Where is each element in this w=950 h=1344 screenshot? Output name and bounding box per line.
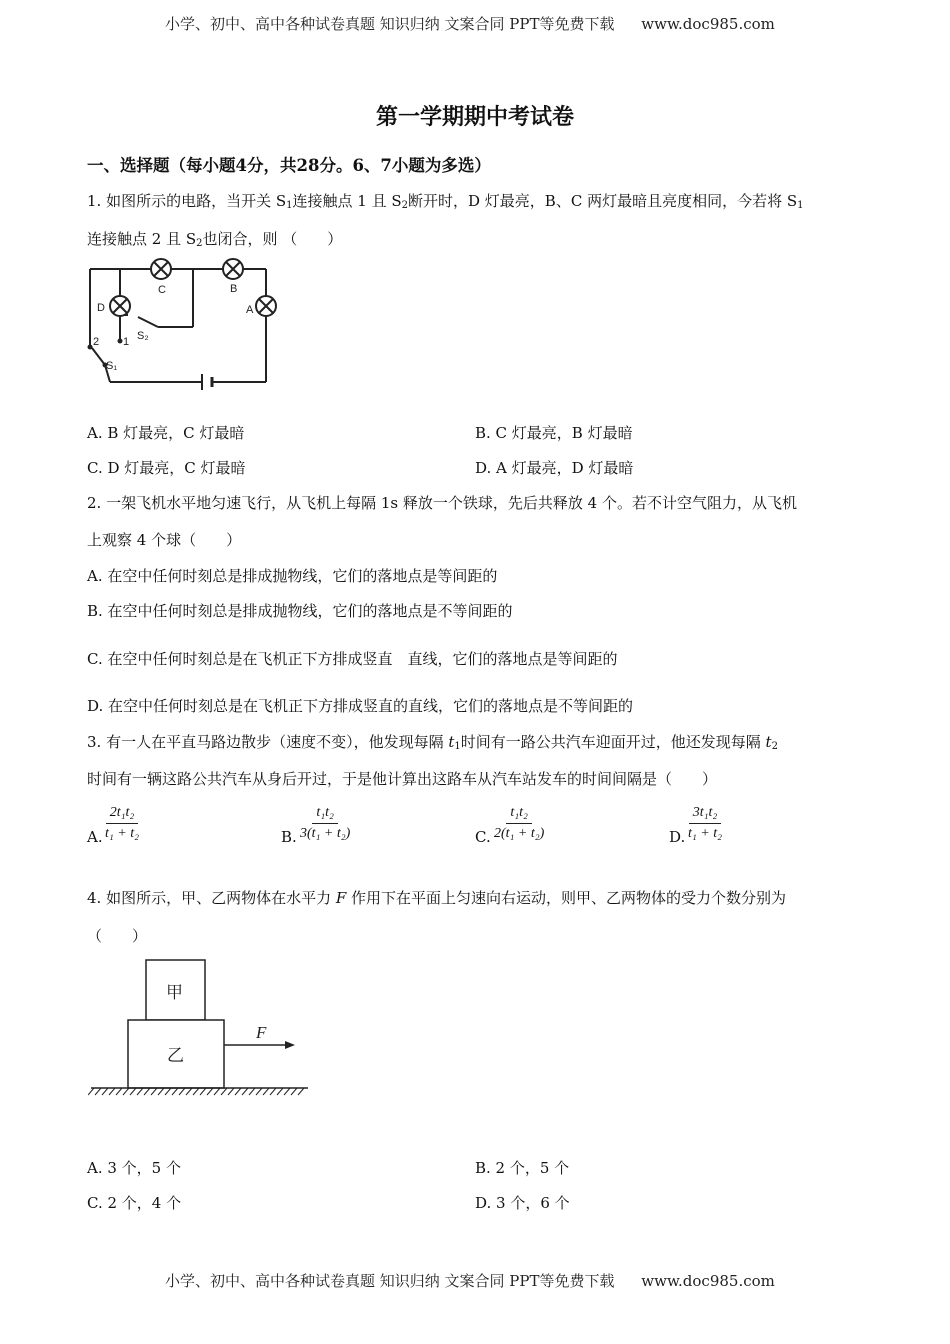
q4-stem-line1 xyxy=(87,887,786,908)
ground-hatch-line xyxy=(200,1088,206,1095)
ground-hatch-line xyxy=(193,1088,199,1095)
header-text: 小学、初中、高中各种试卷真题 知识归纳 文案合同 PPT等免费下载 xyxy=(165,15,615,33)
ground-hatch-line xyxy=(214,1088,220,1095)
page-title: 第一学期期中考试卷 xyxy=(375,104,574,130)
ground-hatch-line xyxy=(242,1088,248,1095)
q3-option-c-label[interactable]: C. xyxy=(475,828,491,846)
fraction-denominator: 3(t₁ + t₂) xyxy=(300,826,351,841)
q2-option-c[interactable]: C. 在空中任何时刻总是在飞机正下方排成竖直 直线，它们的落地点是等间距的 xyxy=(87,650,618,668)
block-yi-label: 乙 xyxy=(167,1046,184,1066)
q1-text: 断开时，D 灯最亮，B、C 两灯最暗且亮度相同，今若将 S xyxy=(408,192,798,210)
ground-hatch-line xyxy=(123,1088,129,1095)
force-label: F xyxy=(256,1023,267,1042)
fraction-denominator: t₁ + t₂ xyxy=(688,826,722,841)
q4-option-c[interactable]: C. 2 个，4 个 xyxy=(87,1194,182,1212)
ground-hatch-line xyxy=(263,1088,269,1095)
q1-text: 连接触点 2 且 S xyxy=(87,230,197,248)
q1-sub: 1 xyxy=(797,200,804,211)
contact-2-label: 2 xyxy=(93,336,100,348)
q3-var: t xyxy=(765,733,772,751)
ground-hatch-line xyxy=(256,1088,262,1095)
switch-s2-label: S₂ xyxy=(137,330,149,342)
fraction-numerator: 2t₁t₂ xyxy=(106,805,139,824)
q4-stem-line2: （ ） xyxy=(87,927,148,945)
q1-stem-line1 xyxy=(87,190,803,211)
q3-option-c-fraction[interactable] xyxy=(494,805,544,842)
ground-hatch-line xyxy=(249,1088,255,1095)
fraction-denominator: t₁ + t₂ xyxy=(105,826,139,841)
q4-option-a[interactable]: A. 3 个，5 个 xyxy=(87,1159,181,1177)
fraction-numerator: 3t₁t₂ xyxy=(689,805,722,824)
lamp-c-label: C xyxy=(158,284,166,296)
ground-hatch-line xyxy=(235,1088,241,1095)
ground-hatch-line xyxy=(158,1088,164,1095)
q3-stem-line2: 时间有一辆这路公共汽车从身后开过，于是他计算出这路车从汽车站发车的时间间隔是（ ） xyxy=(87,770,718,788)
q1-stem-line2 xyxy=(87,228,342,249)
q3-stem-line1 xyxy=(87,731,778,752)
q4-var: F xyxy=(335,889,347,907)
footer-text: 小学、初中、高中各种试卷真题 知识归纳 文案合同 PPT等免费下载 xyxy=(165,1272,615,1290)
q1-sub: 1 xyxy=(286,200,293,211)
ground-hatch-line xyxy=(277,1088,283,1095)
q1-option-d[interactable]: D. A 灯最亮，D 灯最暗 xyxy=(475,459,634,477)
ground-hatch-line xyxy=(88,1088,94,1095)
ground-hatch-line xyxy=(179,1088,185,1095)
ground-hatch-line xyxy=(298,1088,304,1095)
block-jia-label: 甲 xyxy=(166,983,183,1003)
q3-sub: 1 xyxy=(454,741,461,752)
q2-stem-line2: 上观察 4 个球（ ） xyxy=(87,531,242,549)
ground-hatch-line xyxy=(207,1088,213,1095)
q1-option-b[interactable]: B. C 灯最亮，B 灯最暗 xyxy=(475,424,633,442)
ground-hatch-line xyxy=(116,1088,122,1095)
ground-hatch-line xyxy=(165,1088,171,1095)
lamp-d-label: D xyxy=(97,302,105,314)
q1-text: 连接触点 1 且 S xyxy=(292,192,402,210)
q4-option-b[interactable]: B. 2 个，5 个 xyxy=(475,1159,570,1177)
ground-hatch-line xyxy=(144,1088,150,1095)
q1-text: 也闭合，则 （ ） xyxy=(202,230,343,248)
switch-s1-label: S₁ xyxy=(106,360,118,372)
ground-hatch-line xyxy=(137,1088,143,1095)
ground-hatch-line xyxy=(172,1088,178,1095)
q3-sub: 2 xyxy=(771,741,778,752)
q3-option-d-fraction[interactable] xyxy=(688,805,722,842)
ground-hatch-line xyxy=(102,1088,108,1095)
q4-blocks-diagram xyxy=(88,955,313,1100)
fraction-numerator: t₁t₂ xyxy=(312,805,338,824)
ground-hatch-line xyxy=(284,1088,290,1095)
q1-text: 1. 如图所示的电路，当开关 S xyxy=(87,192,287,210)
ground-hatch-line xyxy=(151,1088,157,1095)
q3-text: 3. 有一人在平直马路边散步（速度不变），他发现每隔 xyxy=(87,733,449,751)
q3-option-b-fraction[interactable] xyxy=(300,805,350,842)
fraction-numerator: t₁t₂ xyxy=(506,805,532,824)
q3-option-a-label[interactable]: A. xyxy=(87,828,103,846)
q4-option-d[interactable]: D. 3 个，6 个 xyxy=(475,1194,570,1212)
q2-stem-line1: 2. 一架飞机水平地匀速飞行，从飞机上每隔 1s 释放一个铁球，先后共释放 4 个。若不计空气阻力，从飞机 xyxy=(87,494,797,512)
q4-text: 作用下在平面上匀速向右运动，则甲、乙两物体的受力个数分别为 xyxy=(346,889,787,907)
ground-hatch-line xyxy=(270,1088,276,1095)
ground-hatch-line xyxy=(228,1088,234,1095)
section-heading: 一、选择题（每小题4分，共28分。6、7小题为多选） xyxy=(87,156,491,175)
q2-option-a[interactable]: A. 在空中任何时刻总是排成抛物线，它们的落地点是等间距的 xyxy=(87,567,498,585)
q2-option-b[interactable]: B. 在空中任何时刻总是排成抛物线，它们的落地点是不等间距的 xyxy=(87,602,513,620)
ground-hatch-line xyxy=(130,1088,136,1095)
fraction-denominator: 2(t₁ + t₂) xyxy=(494,826,545,841)
q1-sub: 2 xyxy=(196,238,203,249)
q3-text: 时间有一路公共汽车迎面开过，他还发现每隔 xyxy=(460,733,766,751)
q4-text: 4. 如图所示，甲、乙两物体在水平力 xyxy=(87,889,336,907)
q3-option-d-label[interactable]: D. xyxy=(669,828,686,846)
ground-hatch-line xyxy=(186,1088,192,1095)
q3-option-a-fraction[interactable] xyxy=(105,805,139,842)
q2-option-d[interactable]: D. 在空中任何时刻总是在飞机正下方排成竖直的直线，它们的落地点是不等间距的 xyxy=(87,697,634,715)
contact-1-label: 1 xyxy=(123,336,130,348)
q3-option-b-label[interactable]: B. xyxy=(281,828,297,846)
page-header xyxy=(165,13,775,34)
ground-hatch-line xyxy=(109,1088,115,1095)
q3-var: t xyxy=(448,733,455,751)
lamp-a-label: A xyxy=(246,304,254,316)
footer-site-link[interactable]: www.doc985.com xyxy=(641,1272,775,1290)
ground-hatch-line xyxy=(291,1088,297,1095)
q1-option-c[interactable]: C. D 灯最亮，C 灯最暗 xyxy=(87,459,246,477)
lamp-b-label: B xyxy=(230,283,238,295)
ground-hatch-line xyxy=(95,1088,101,1095)
page-footer xyxy=(165,1270,775,1291)
q1-option-a[interactable]: A. B 灯最亮，C 灯最暗 xyxy=(87,424,245,442)
ground-hatch-line xyxy=(221,1088,227,1095)
header-site-link[interactable]: www.doc985.com xyxy=(641,15,775,33)
q1-sub: 2 xyxy=(401,200,408,211)
q1-circuit-diagram xyxy=(80,255,290,395)
